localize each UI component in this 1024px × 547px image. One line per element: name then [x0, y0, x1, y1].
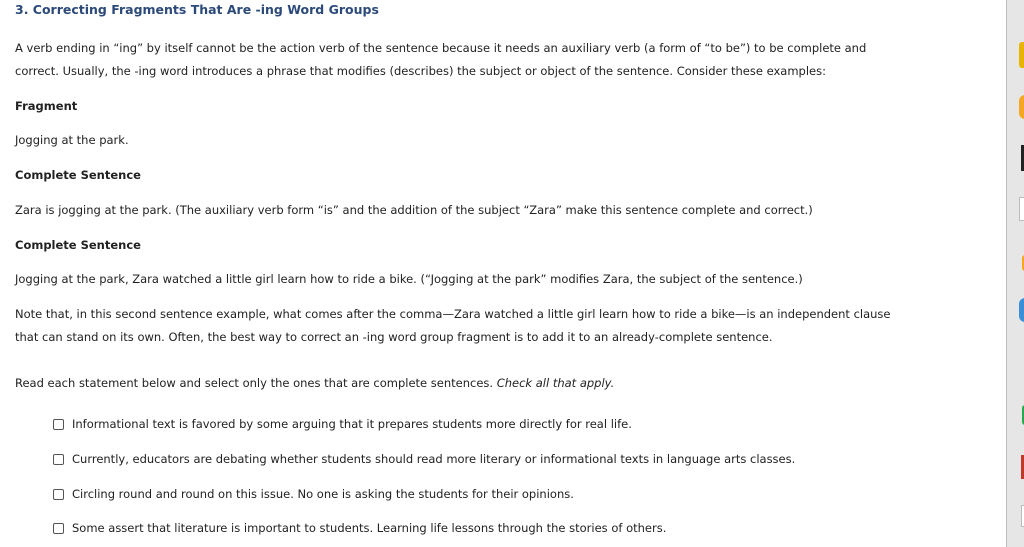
- note-paragraph: [15, 303, 915, 349]
- complete-heading-2: Complete Sentence: [15, 238, 141, 252]
- option-label-4: Some assert that literature is important to students. Learning life lessons through the stories of others.: [72, 521, 667, 535]
- option-4[interactable]: [53, 520, 666, 536]
- fragment-heading: Fragment: [15, 99, 78, 113]
- side-toolbar-strip: [1006, 0, 1024, 547]
- instruction-text: [15, 372, 915, 395]
- instruction-main: Read each statement below and select only the ones that are complete sentences.: [15, 376, 497, 390]
- checkbox-2[interactable]: [53, 454, 64, 465]
- checkbox-1[interactable]: [53, 419, 64, 430]
- option-label-3: Circling round and round on this issue. No one is asking the students for their opinions.: [72, 487, 574, 501]
- checkbox-4[interactable]: [53, 523, 64, 534]
- option-3[interactable]: [53, 486, 574, 502]
- folder-icon[interactable]: [1019, 42, 1024, 68]
- complete-example-1: Zara is jogging at the park. (The auxiliary verb form “is” and the addition of the subject “Zara” make this sentence complete and correct.): [15, 203, 813, 217]
- complete-heading-1: Complete Sentence: [15, 168, 141, 182]
- note-line-1: Note that, in this second sentence example, what comes after the comma—Zara watched a little girl learn how to ride a bike—is an independent clause: [15, 307, 891, 321]
- checkbox-3[interactable]: [53, 489, 64, 500]
- intro-paragraph: [15, 37, 915, 83]
- option-label-2: Currently, educators are debating whether students should read more literary or informational texts in language arts classes.: [72, 452, 796, 466]
- intro-line-2: correct. Usually, the -ing word introduces a phrase that modifies (describes) the subject or object of the sentence. Consider these examples:: [15, 64, 826, 78]
- instruction-emphasis: Check all that apply.: [496, 376, 615, 390]
- intro-line-1: A verb ending in “ing” by itself cannot be the action verb of the sentence because it needs an auxiliary verb (a form of “to be”) to be complete and: [15, 41, 867, 55]
- fragment-example: Jogging at the park.: [15, 133, 129, 147]
- complete-example-2: Jogging at the park, Zara watched a little girl learn how to ride a bike. (“Jogging at the park” modifies Zara, the subject of the sentence.): [15, 272, 803, 286]
- note-line-2: that can stand on its own. Often, the best way to correct an -ing word group fragment is to add it to an already-complete sentence.: [15, 330, 773, 344]
- option-label-1: Informational text is favored by some arguing that it prepares students more directly for real life.: [72, 417, 632, 431]
- clock-icon[interactable]: [1019, 95, 1024, 119]
- question-title: 3. Correcting Fragments That Are -ing Word Groups: [15, 2, 379, 17]
- option-2[interactable]: [53, 451, 795, 467]
- option-1[interactable]: [53, 416, 632, 432]
- document-icon[interactable]: [1019, 197, 1024, 221]
- circle-blue-icon[interactable]: [1019, 298, 1024, 322]
